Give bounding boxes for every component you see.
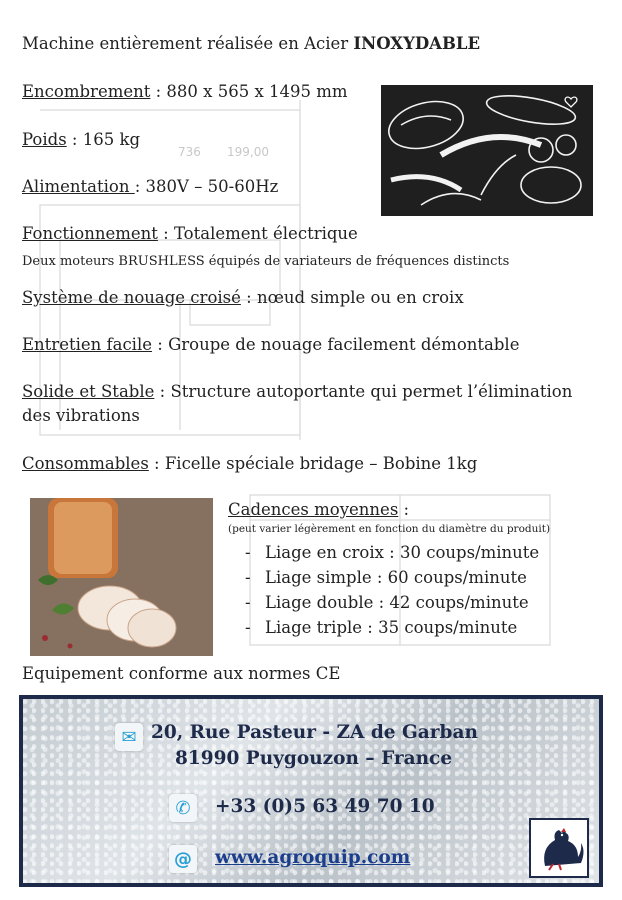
spec-value: : 880 x 565 x 1495 mm — [150, 82, 348, 101]
feature-label: Solide et Stable — [22, 382, 155, 401]
at-icon: @ — [169, 845, 197, 873]
list-item-text: Liage double : 42 coups/minute — [265, 593, 529, 612]
list-item-text: Liage en croix : 30 coups/minute — [265, 543, 540, 562]
motors-line: Deux moteurs BRUSHLESS équipés de variateurs de fréquences distincts — [22, 254, 510, 269]
drawing-dimension-736: 736 — [178, 145, 201, 159]
cadences-title-text: Cadences moyennes — [228, 500, 399, 519]
list-item: - Liage double : 42 coups/minute — [245, 593, 529, 612]
intro-text: Machine entièrement réalisée en Acier — [22, 34, 354, 53]
feature-label: Entretien facile — [22, 335, 153, 354]
contact-box — [19, 695, 603, 887]
mail-icon: ✉ — [115, 723, 143, 751]
phone-icon: ✆ — [169, 794, 197, 822]
spec-power — [22, 177, 278, 197]
feature-value: : Groupe de nouage facilement démontable — [152, 335, 520, 354]
feature-consumables — [22, 454, 477, 474]
spec-weight — [22, 130, 140, 150]
spec-value: : 380V – 50-60Hz — [134, 177, 279, 196]
feature-stability — [22, 382, 572, 402]
intro-line — [22, 34, 480, 54]
feature-stability-cont: des vibrations — [22, 406, 140, 425]
cadences-title-suffix: : — [398, 500, 410, 519]
cadences-note: (peut varier légèrement en fonction du diamètre du produit) — [228, 523, 551, 535]
website-link[interactable]: www.agroquip.com — [215, 847, 411, 868]
feature-maintenance — [22, 335, 519, 355]
phone-number[interactable]: +33 (0)5 63 49 70 10 — [215, 796, 435, 817]
spec-dimensions — [22, 82, 348, 102]
drawing-dimension-199: 199,00 — [227, 145, 269, 159]
roast-photo — [30, 498, 213, 656]
list-item: - Liage triple : 35 coups/minute — [245, 618, 518, 637]
spec-label: Encombrement — [22, 82, 151, 101]
feature-label: Consommables — [22, 454, 149, 473]
spec-operation — [22, 224, 358, 244]
heart-icon[interactable] — [565, 97, 577, 107]
address-line-2: 81990 Puygouzon – France — [175, 748, 453, 769]
feature-label: Système de nouage croisé — [22, 288, 241, 307]
spec-value: : 165 kg — [66, 130, 141, 149]
list-item: - Liage en croix : 30 coups/minute — [245, 543, 540, 562]
feature-value: : Structure autoportante qui permet l’élimination — [154, 382, 573, 401]
list-item-text: Liage triple : 35 coups/minute — [265, 618, 518, 637]
list-item-text: Liage simple : 60 coups/minute — [265, 568, 527, 587]
spec-label: Poids — [22, 130, 67, 149]
spec-value: : Totalement électrique — [157, 224, 358, 243]
list-item: - Liage simple : 60 coups/minute — [245, 568, 527, 587]
ce-compliance: Equipement conforme aux normes CE — [22, 664, 341, 683]
feature-value: : nœud simple ou en croix — [240, 288, 464, 307]
rooster-logo — [529, 818, 589, 878]
cadences-list — [245, 540, 539, 640]
cadences-title — [228, 500, 409, 520]
intro-bold: INOXYDABLE — [353, 34, 481, 53]
feature-value: : Ficelle spéciale bridage – Bobine 1kg — [148, 454, 478, 473]
feature-knotting — [22, 288, 464, 308]
address-line-1: 20, Rue Pasteur - ZA de Garban — [151, 722, 478, 743]
sausages-illustration — [381, 85, 593, 216]
spec-label: Alimentation — [22, 177, 135, 196]
spec-label: Fonctionnement — [22, 224, 158, 243]
